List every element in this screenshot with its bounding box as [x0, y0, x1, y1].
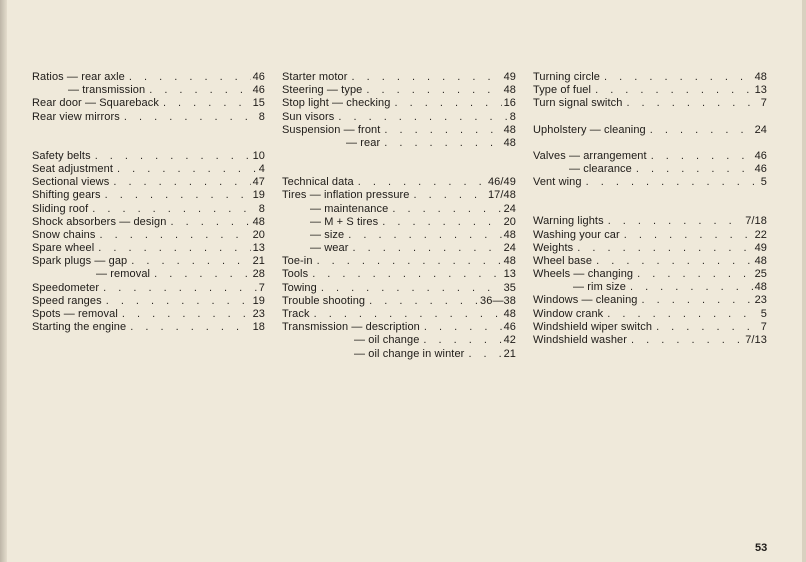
index-entry — [32, 203, 265, 216]
index-page-ref: 7/13 — [745, 334, 767, 346]
leader-dots — [92, 203, 257, 216]
leader-dots — [604, 71, 753, 84]
index-page-ref: 48 — [503, 308, 516, 320]
index-page-ref: 36—38 — [480, 294, 516, 307]
index-page-ref: 48 — [252, 215, 265, 228]
index-entry — [533, 229, 767, 242]
index-entry — [282, 124, 516, 137]
page-number: 53 — [755, 542, 768, 554]
index-page-ref: 17/48 — [487, 189, 516, 202]
index-entry — [282, 111, 516, 124]
page-binding-edge — [0, 0, 7, 562]
index-page-ref: 7 — [258, 281, 265, 294]
index-term: — wear — [310, 242, 349, 255]
index-entry — [282, 334, 516, 347]
index-page-ref: 24 — [503, 202, 516, 215]
leader-dots — [384, 137, 501, 150]
leader-dots — [596, 255, 752, 268]
index-term: Suspension — front — [282, 123, 381, 136]
index-entry — [32, 150, 265, 163]
index-group — [533, 150, 767, 190]
index-entry — [282, 216, 516, 229]
index-term: Valves — arrangement — [533, 149, 647, 162]
index-term: Turning circle — [533, 71, 601, 83]
leader-dots — [595, 84, 752, 97]
index-term: Snow chains — [32, 228, 96, 241]
leader-dots — [424, 321, 502, 334]
index-page-ref: 16 — [503, 97, 516, 110]
leader-dots — [366, 84, 501, 97]
index-term: Turn signal switch — [533, 97, 623, 110]
leader-dots — [122, 308, 251, 321]
leader-dots — [423, 334, 501, 347]
index-term: Wheel base — [533, 254, 593, 267]
index-entry — [282, 308, 516, 321]
leader-dots — [352, 71, 502, 84]
index-term: — maintenance — [310, 202, 389, 215]
leader-dots — [131, 255, 250, 268]
index-entry — [32, 308, 265, 321]
leader-dots — [113, 176, 250, 189]
leader-dots — [321, 282, 502, 295]
index-term: Rear view mirrors — [32, 110, 120, 123]
leader-dots — [312, 268, 501, 281]
index-page-ref: 49 — [754, 241, 767, 254]
index-entry — [32, 321, 265, 334]
leader-dots — [348, 229, 501, 242]
leader-dots — [636, 163, 753, 176]
index-term: — size — [310, 228, 345, 241]
index-group — [282, 176, 516, 361]
index-entry — [32, 71, 265, 84]
index-page-ref: 48 — [754, 281, 767, 294]
index-group — [533, 124, 767, 137]
index-term: — rear — [346, 136, 381, 149]
leader-dots — [468, 348, 501, 361]
leader-dots — [651, 150, 753, 163]
index-page-ref: 10 — [252, 149, 265, 162]
index-term: Tires — inflation pressure — [282, 189, 410, 202]
index-page-ref: 24 — [754, 123, 767, 136]
leader-dots — [358, 176, 486, 189]
index-entry — [282, 295, 516, 308]
index-page-ref: 47 — [252, 176, 265, 189]
index-entry — [32, 176, 265, 189]
index-entry — [533, 308, 767, 321]
index-page-ref: 20 — [252, 228, 265, 241]
index-term: Rear door — Squareback — [32, 97, 159, 110]
index-term: Starting the engine — [32, 321, 127, 334]
index-page-ref: 46 — [252, 71, 265, 83]
leader-dots — [630, 281, 753, 294]
index-page-ref: 13 — [754, 84, 767, 97]
index-page-ref: 48 — [503, 84, 516, 97]
index-entry — [533, 294, 767, 307]
leader-dots — [154, 268, 250, 281]
index-entry — [282, 71, 516, 84]
index-page-ref: 22 — [754, 228, 767, 241]
index-page-ref: 48 — [754, 71, 767, 83]
leader-dots — [631, 334, 743, 347]
index-term: Sliding roof — [32, 202, 89, 215]
leader-dots — [642, 294, 753, 307]
index-column-1 — [32, 71, 265, 334]
leader-dots — [129, 71, 251, 84]
index-entry — [282, 84, 516, 97]
index-entry — [32, 111, 265, 124]
index-term: Weights — [533, 241, 574, 254]
index-term: Safety belts — [32, 149, 91, 162]
index-page-ref: 42 — [503, 334, 516, 347]
leader-dots — [392, 203, 501, 216]
index-term: Windows — cleaning — [533, 294, 638, 307]
index-page-ref: 46 — [503, 321, 516, 334]
index-page-ref: 48 — [503, 136, 516, 149]
index-entry — [32, 216, 265, 229]
index-term: Speedometer — [32, 281, 100, 294]
index-entry — [533, 242, 767, 255]
index-term: Spark plugs — gap — [32, 255, 128, 268]
index-entry — [282, 348, 516, 361]
index-entry — [533, 163, 767, 176]
index-term: Type of fuel — [533, 84, 592, 97]
index-page-ref: 8 — [258, 202, 265, 215]
index-entry — [32, 189, 265, 202]
leader-dots — [369, 295, 478, 308]
index-entry — [32, 295, 265, 308]
index-entry — [282, 137, 516, 150]
index-page-ref: 24 — [503, 242, 516, 255]
index-entry — [533, 124, 767, 137]
index-page-ref: 4 — [258, 162, 265, 175]
index-term: Spare wheel — [32, 242, 95, 255]
leader-dots — [353, 242, 502, 255]
index-term: Spots — removal — [32, 308, 118, 320]
index-page-ref: 28 — [252, 268, 265, 281]
index-page-ref: 46/49 — [487, 176, 516, 189]
index-page-ref: 19 — [252, 189, 265, 202]
index-page-ref: 46 — [252, 84, 265, 97]
index-group — [533, 215, 767, 347]
index-page-ref: 5 — [760, 307, 767, 320]
leader-dots — [626, 97, 758, 110]
leader-dots — [149, 84, 250, 97]
index-term: Windshield washer — [533, 334, 628, 346]
leader-dots — [130, 321, 250, 334]
leader-dots — [99, 229, 250, 242]
index-term: Steering — type — [282, 84, 363, 97]
index-entry — [282, 203, 516, 216]
leader-dots — [95, 150, 251, 163]
leader-dots — [577, 242, 752, 255]
index-term: Technical data — [282, 176, 354, 189]
leader-dots — [650, 124, 753, 137]
index-term: Towing — [282, 281, 317, 294]
index-page-ref: 15 — [252, 97, 265, 110]
leader-dots — [607, 308, 759, 321]
index-page-ref: 48 — [503, 123, 516, 136]
leader-dots — [103, 282, 257, 295]
index-term: — oil change — [354, 334, 420, 347]
index-entry — [282, 321, 516, 334]
index-term: — rim size — [573, 281, 626, 294]
index-term: Vent wing — [533, 176, 582, 189]
leader-dots — [637, 268, 752, 281]
index-group — [32, 150, 265, 335]
index-page-ref: 21 — [503, 347, 516, 360]
index-entry — [282, 255, 516, 268]
index-term: Stop light — checking — [282, 97, 391, 110]
index-page-ref: 7/18 — [745, 215, 767, 228]
index-page-ref: 48 — [754, 254, 767, 267]
index-entry — [533, 281, 767, 294]
index-entry — [533, 176, 767, 189]
index-term: Washing your car — [533, 228, 620, 241]
index-entry — [533, 71, 767, 84]
index-term: Tools — [282, 268, 309, 281]
index-page-ref: 46 — [754, 149, 767, 162]
index-group — [32, 71, 265, 124]
index-page-ref: 20 — [503, 215, 516, 228]
index-term: Trouble shooting — [282, 294, 366, 307]
index-term: Sectional views — [32, 176, 110, 189]
leader-dots — [414, 189, 486, 202]
leader-dots — [395, 97, 502, 110]
index-term: — oil change in winter — [354, 347, 465, 360]
index-term: Upholstery — cleaning — [533, 123, 646, 136]
index-page-ref: 7 — [760, 97, 767, 110]
index-term: Track — [282, 308, 310, 320]
index-page-ref: 19 — [252, 294, 265, 307]
index-page-ref: 48 — [503, 228, 516, 241]
index-entry — [533, 268, 767, 281]
index-term: Starter motor — [282, 71, 348, 83]
index-column-2 — [282, 71, 516, 361]
index-entry — [32, 242, 265, 255]
index-entry — [282, 282, 516, 295]
index-term: Warning lights — [533, 215, 604, 228]
page-right-edge — [802, 0, 806, 562]
index-page-ref: 25 — [754, 268, 767, 281]
index-group — [282, 71, 516, 150]
index-page-ref: 8 — [258, 110, 265, 123]
index-page-ref: 23 — [754, 294, 767, 307]
leader-dots — [98, 242, 250, 255]
index-entry — [533, 150, 767, 163]
leader-dots — [117, 163, 257, 176]
index-page-ref: 13 — [503, 268, 516, 281]
index-page-ref: 48 — [503, 255, 516, 268]
index-term: Speed ranges — [32, 294, 102, 307]
index-entry — [533, 215, 767, 228]
index-page-ref: 23 — [252, 308, 265, 320]
index-term: Sun visors — [282, 110, 335, 123]
index-page-ref: 7 — [760, 320, 767, 333]
index-term: Shock absorbers — design — [32, 215, 167, 228]
index-term: Shifting gears — [32, 189, 101, 202]
index-page-ref: 13 — [252, 242, 265, 255]
leader-dots — [656, 321, 759, 334]
index-page-ref: 49 — [503, 71, 516, 83]
index-page-ref: 46 — [754, 162, 767, 175]
leader-dots — [170, 216, 250, 229]
index-page-ref: 8 — [509, 110, 516, 123]
index-entry — [533, 255, 767, 268]
index-column-3 — [533, 71, 767, 347]
index-entry — [282, 268, 516, 281]
index-entry — [282, 189, 516, 202]
index-page-ref: 21 — [252, 255, 265, 268]
leader-dots — [382, 216, 501, 229]
leader-dots — [586, 176, 759, 189]
index-entry — [32, 229, 265, 242]
index-term: Transmission — description — [282, 321, 420, 334]
index-term: Ratios — rear axle — [32, 71, 125, 83]
leader-dots — [317, 255, 502, 268]
index-page-ref: 35 — [503, 281, 516, 294]
leader-dots — [106, 295, 251, 308]
index-group — [533, 71, 767, 111]
index-term: Window crank — [533, 307, 604, 320]
index-entry — [282, 97, 516, 110]
index-entry — [32, 268, 265, 281]
index-page-ref: 18 — [252, 321, 265, 334]
leader-dots — [624, 229, 753, 242]
leader-dots — [608, 215, 744, 228]
index-term: — transmission — [68, 84, 146, 97]
index-term: Seat adjustment — [32, 162, 113, 175]
leader-dots — [163, 97, 251, 110]
index-term: Wheels — changing — [533, 268, 634, 281]
leader-dots — [105, 189, 251, 202]
index-term: — removal — [96, 268, 151, 281]
leader-dots — [314, 308, 502, 321]
leader-dots — [124, 111, 257, 124]
index-page-ref: 5 — [760, 176, 767, 189]
index-entry — [32, 97, 265, 110]
index-entry — [533, 84, 767, 97]
index-entry — [533, 97, 767, 110]
index-entry — [282, 176, 516, 189]
index-entry — [32, 255, 265, 268]
index-term: — clearance — [569, 162, 632, 175]
leader-dots — [384, 124, 501, 137]
index-term: Toe-in — [282, 255, 313, 268]
index-entry — [282, 229, 516, 242]
index-entry — [282, 242, 516, 255]
index-entry — [533, 321, 767, 334]
index-entry — [32, 84, 265, 97]
index-entry — [32, 163, 265, 176]
leader-dots — [338, 111, 507, 124]
index-entry — [533, 334, 767, 347]
index-term: Windshield wiper switch — [533, 320, 653, 333]
index-entry — [32, 282, 265, 295]
index-term: — M + S tires — [310, 215, 379, 228]
